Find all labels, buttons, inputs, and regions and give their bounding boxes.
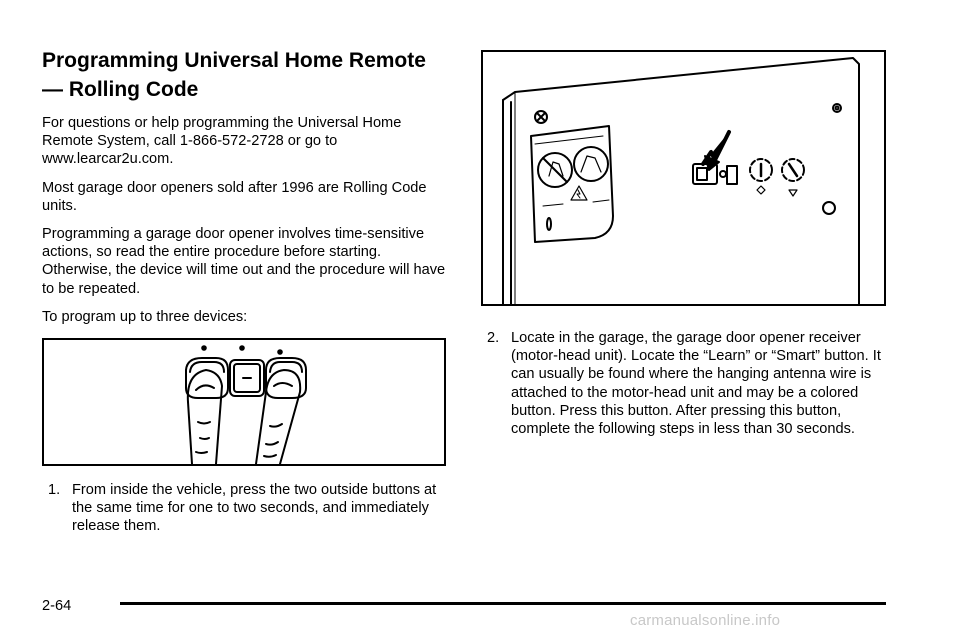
right-column [481,50,886,438]
remote-button-center-icon [230,360,264,396]
indicator-light-icon [823,202,835,214]
intro-paragraph-contact: For questions or help programming the Universal Home Remote System, call 1-866-572-2728 or go to www.learcar2u.com. [42,115,402,168]
finger-left-icon [188,370,222,464]
learn-button-icon [693,164,737,184]
page-number: 2-64 [42,598,72,614]
watermark: carmanualsonline.info [630,612,781,629]
indicator-dot-center [240,346,244,350]
step-1 [42,481,447,536]
opener-panel-outline [503,58,859,304]
step-1-text: From inside the vehicle, press the two outside buttons at the same time for one to two seconds, and immediately release them. [72,482,437,535]
page-title: Programming Universal Home Remote — Rolling Code [42,49,426,101]
indicator-dot-left [202,346,206,350]
adjustment-dial-right-icon [782,159,804,196]
intro-paragraph-rolling-code: Most garage door openers sold after 1996 are Rolling Code units. [42,179,427,214]
footer-rule [120,602,886,605]
garage-opener-illustration [483,52,884,304]
intro-paragraph-time-sensitive: Programming a garage door opener involves time-sensitive actions, so read the entire procedure before starting. Otherwise, the device will time out and the procedure will have to be repeated. [42,226,446,297]
finger-right-icon [256,370,300,464]
adjustment-dial-left-icon [750,159,772,194]
step-1-number: 1. [48,482,61,499]
garage-door-sign-icon [574,147,608,181]
remote-buttons-illustration [44,340,444,464]
intro-paragraph-program-devices: To program up to three devices: [42,308,248,325]
indicator-dot-right [278,350,282,354]
step-2-text: Locate in the garage, the garage door opener receiver (motor-head unit). Locate the “Learn” or “Smart” button. It can usually be found where the hanging antenna wire is attached to the motor-head unit and may be a colored button. Press this button. After pressing this button, complete the following steps in less than 30 seconds. [511,330,881,438]
step-2 [481,329,886,438]
left-column [42,46,447,536]
screw-icon [535,111,547,123]
top-right-screw-icon [833,104,841,112]
figure-remote-buttons [42,338,446,466]
step-2-number: 2. [487,330,500,346]
warning-label-plate [531,126,613,242]
figure-garage-opener [481,50,886,306]
